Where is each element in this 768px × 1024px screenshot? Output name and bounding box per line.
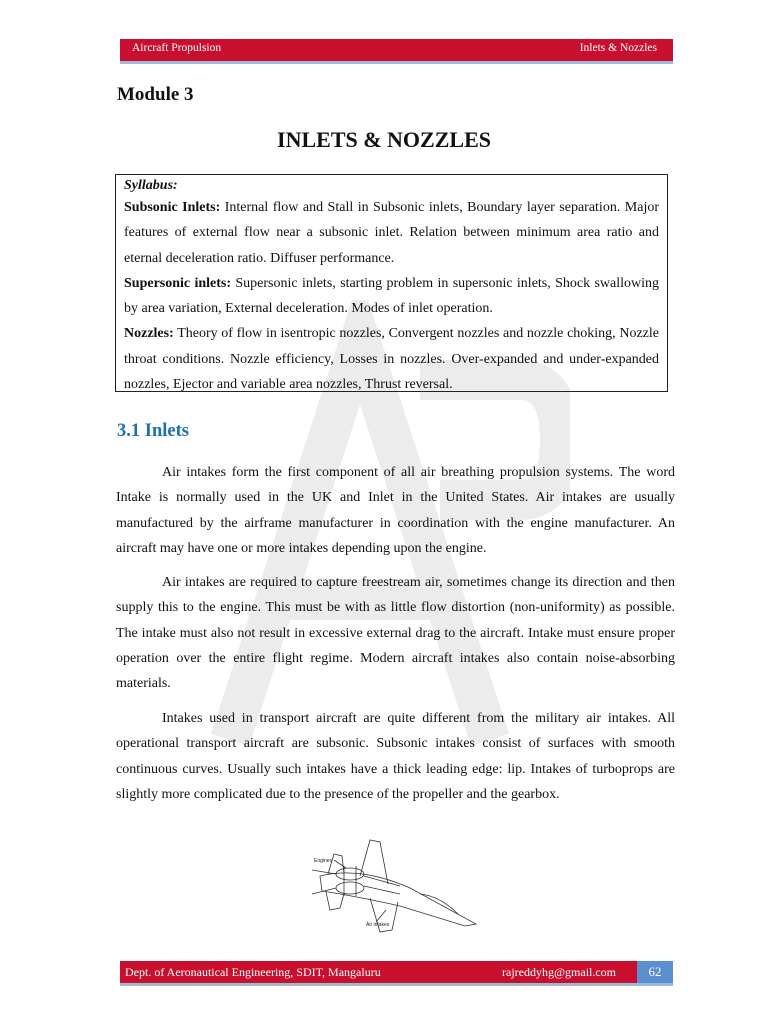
syllabus-supersonic-label: Supersonic inlets: bbox=[124, 275, 232, 291]
syllabus-subsonic bbox=[124, 195, 659, 271]
footer-department: Dept. of Aeronautical Engineering, SDIT, Mangaluru bbox=[125, 965, 381, 979]
syllabus-nozzles-text: Theory of flow in isentropic nozzles, Convergent nozzles and nozzle choking, Nozzle throat conditions. Nozzle efficiency, Losses in nozzles. Over-expanded and under-expanded nozzles, Ejector and variable area nozzles, Thrust reversal. bbox=[124, 326, 659, 393]
syllabus-heading: Syllabus: bbox=[124, 178, 178, 193]
syllabus-subsonic-text: Internal flow and Stall in Subsonic inlets, Boundary layer separation. Major features of external flow near a subsonic inlet. Relation between minimum area ratio and eternal deceleration ratio. Diffuser performance. bbox=[124, 200, 659, 266]
header-chapter-title: Inlets & Nozzles bbox=[579, 42, 657, 54]
paragraph-2-text: Air intakes are required to capture freestream air, sometimes change its direction and then supply this to the engine. This must be with as little flow distortion (non-uniformity) as possible. The intake must also not result in excessive external drag to the aircraft. Intake must ensure proper operation over the entire flight regime. Modern aircraft intakes also contain noise-absorbing materials. bbox=[116, 575, 675, 692]
module-heading: Module 3 bbox=[117, 84, 194, 105]
header-course-title: Aircraft Propulsion bbox=[132, 42, 222, 54]
syllabus-box bbox=[115, 174, 668, 392]
paragraph-1 bbox=[116, 460, 675, 561]
footer-bar bbox=[120, 961, 673, 986]
label-air-intakes: Air intakes bbox=[366, 922, 390, 928]
syllabus-supersonic bbox=[124, 271, 659, 322]
footer-email: rajreddyhg@gmail.com bbox=[502, 965, 617, 979]
syllabus-nozzles-label: Nozzles: bbox=[124, 326, 174, 342]
paragraph-3-text: Intakes used in transport aircraft are quite different from the military air intakes. All operational transport aircraft are subsonic. Subsonic intakes consist of surfaces with smooth continuous curves. Usually such intakes have a thick leading edge: lip. Intakes of turboprops are slightly more complicated due to the presence of the propeller and the gearbox. bbox=[116, 711, 675, 802]
syllabus-supersonic-text: Supersonic inlets, starting problem in supersonic inlets, Shock swallowing by area variation, External deceleration. Modes of inlet operation. bbox=[124, 275, 659, 317]
paragraph-1-text: Air intakes form the first component of all air breathing propulsion systems. The word Intake is normally used in the UK and Inlet in the United States. Air intakes are usually manufactured by the airframe manufacturer in coordination with the engine manufacturer. An aircraft may have one or more intakes depending upon the engine. bbox=[116, 465, 675, 556]
header-bar bbox=[120, 39, 673, 64]
section-heading: 3.1 Inlets bbox=[117, 421, 189, 441]
page-number: 62 bbox=[637, 961, 673, 983]
syllabus-subsonic-label: Subsonic Inlets: bbox=[124, 200, 221, 215]
page-title: INLETS & NOZZLES bbox=[277, 127, 491, 152]
paragraph-3 bbox=[116, 706, 675, 807]
paragraph-2 bbox=[116, 570, 675, 696]
label-engines: Engines bbox=[314, 858, 333, 864]
syllabus-nozzles bbox=[124, 321, 659, 397]
aircraft-figure bbox=[300, 836, 486, 936]
